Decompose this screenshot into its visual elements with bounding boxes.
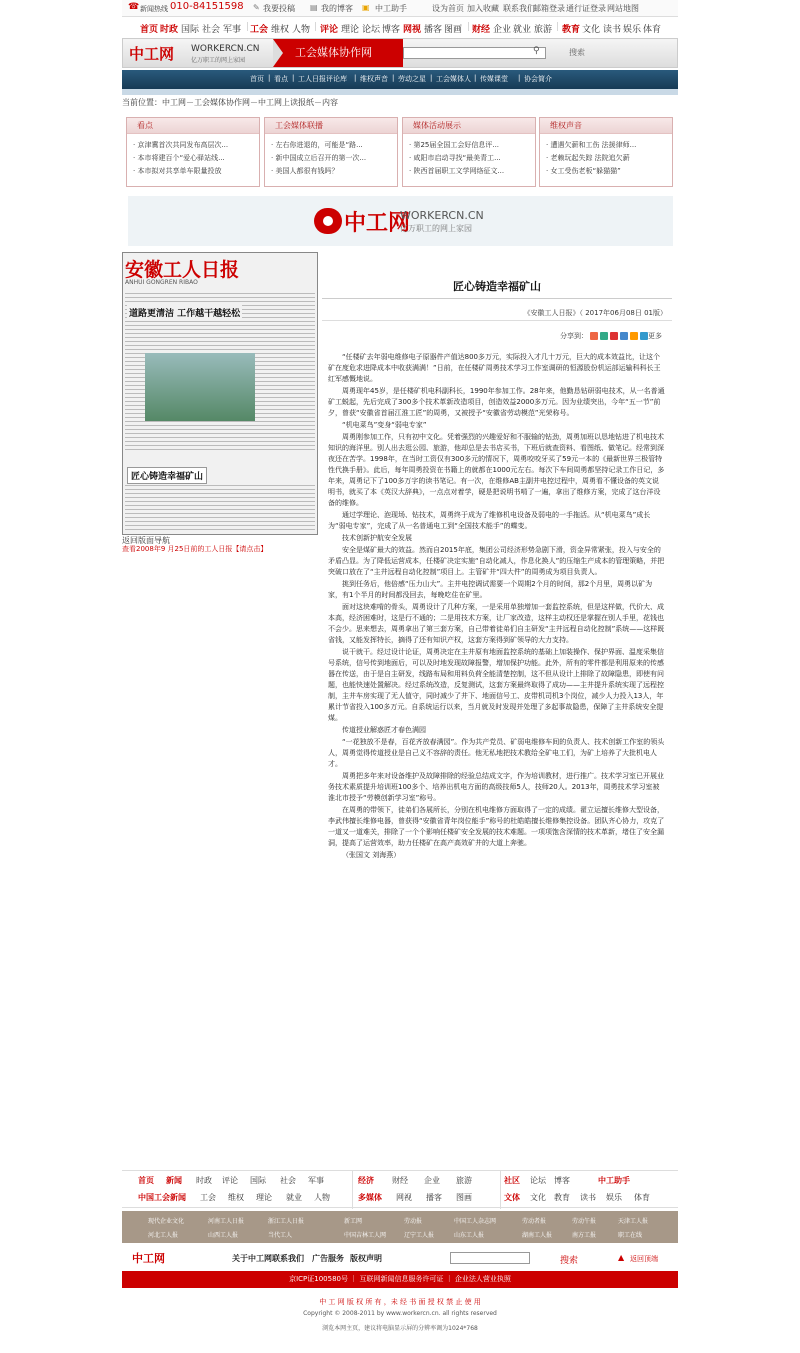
section-nav [122, 70, 678, 89]
contribute-link[interactable]: 我要投稿 [263, 4, 295, 13]
search-input[interactable] [403, 47, 546, 59]
newspaper-pinyin: ANHUI GONGREN RIBAO [125, 279, 198, 286]
banner-logo-icon [314, 208, 342, 234]
hotline-label: 新闻热线 [140, 5, 168, 13]
footer-search-input[interactable] [450, 1252, 530, 1264]
channel-link[interactable]: 娱乐 [623, 25, 642, 35]
footer-nav-link[interactable]: 播客 [426, 1193, 442, 1202]
footer-nav-link[interactable]: 经济 [358, 1176, 374, 1185]
share-service-icon[interactable] [640, 332, 648, 340]
hotline-number: 010-84151598 [170, 1, 244, 12]
channel-link[interactable]: 社会 [202, 25, 221, 35]
article-paragraph: 周勇现年45岁，是任楼矿机电科副科长，1990年参加工作。28年来，他勤恳钻研弱电技术，从一名普通矿工蜕起，先后完成了300多个技术革新改造项目，创造效益2000多万元。因为业绩突出，今年“五一节”前夕，曾获“安徽省首届江淮工匠”的周勇，又被授予“安徽省劳动模范”光荣称号。 [328, 387, 665, 417]
channel-link[interactable]: 博客 [382, 25, 401, 35]
footer-nav-link[interactable]: 企业 [424, 1176, 440, 1185]
feature-box-title: 工会媒体联播 [265, 118, 397, 134]
blog-icon: ▤ [310, 3, 318, 12]
article-paragraph: 安全是煤矿最大的效益。然而自2015年底，集团公司经济形势急剧下滑，资金异常紧张，投入与安全的矛盾凸显。为了降低运营成本，任楼矿决定实施“自动化减人，作息化换人”的压缩生产成本的管理策略，并把突破口放在了“主井远程自动化控制”项目上。主管矿井“四大件”的周勇成为项目负责人。 [328, 546, 665, 576]
list-item[interactable]: · 美国人都很有钱吗？ [271, 165, 397, 178]
channel-link[interactable]: 人物 [292, 25, 311, 35]
footer-nav-separator [352, 1171, 353, 1209]
channel-link[interactable]: 首页 [140, 25, 159, 35]
article-paragraph: 挑到任务后，他倍感“压力山大”。主井电控调试需要一个周期2个月的时间，那2个月里，周勇以矿为家，有1个半月的时间都没回去，每晚吃住在矿里。 [328, 580, 653, 599]
share-more-button[interactable]: 更多 [648, 332, 662, 340]
footer-nav-link[interactable]: 中国工会新闻 [138, 1193, 186, 1202]
footer-license-strip: 京ICP证100580号 ｜ 互联网新闻信息服务许可证 ｜ 企业法人营业执照 [122, 1271, 678, 1288]
logo-domain: WORKERCN.CN [191, 44, 260, 54]
section-nav-separator: | [268, 74, 271, 82]
search-button[interactable]: 搜索 [569, 48, 585, 57]
favorite-link[interactable]: 加入收藏 [467, 4, 499, 13]
newspaper-headline[interactable]: 道路更清洁 工作越干越轻松 [127, 305, 242, 320]
footer-bar [122, 1247, 678, 1270]
partner-link[interactable]: 当代工人 [268, 1232, 293, 1239]
newspaper-page-image[interactable] [122, 252, 318, 535]
channel-separator: | [467, 22, 471, 32]
article-paragraph: 周勇把多年来对设备维护及故障排除的经验总结成文字，作为培训教材，进行推广。技术学习室已开展业务技术素质提升培训班100多个、培养出机电方面的高级技师5人，技师20人。2013年，周勇技术学习室被淮北市授予“劳模创新学习室”称号。 [328, 772, 664, 802]
article-paragraph: 周勇刚参加工作，只有初中文化。凭着强烈的兴趣爱好和不服输的钻劲，周勇加班以恳地钻进了机电技术知识的海洋里。别人出去逛公园、旅游，他却总是去书店买书，下班后就查资料、看图纸、做笔记。经常到深夜还在苦学。1998年，在当时工资仅有300多元的情况下，周勇咬咬牙买了59元一本的《最新世界三极管特性代换手册》。此后，每年周勇投资在书籍上的就都在1000元左右。每次下车间周勇都坚持记录工作日记，多年来，周勇记下了100多万字的读书笔记。有一次，在维修AB主副井电控过程中，周勇看不懂设备的英文说明书，就买了本《英汉大辞典》，一点点对着学，硬是把说明书啃了一遍，拿出了维修方案，完成了这台洋设备的维修。 [328, 433, 665, 507]
channel-nav [122, 19, 678, 37]
history-link[interactable]: 查看2008年9 月25日前的工人日报【请点击】 [122, 545, 268, 553]
newspaper-columns-bottom [125, 485, 315, 533]
list-item[interactable]: · 新中国成立后召开的第一次... [271, 152, 397, 165]
channel-link[interactable]: 播客 [424, 25, 443, 35]
feature-box [126, 117, 260, 187]
article-paragraph: （张国文 刘海燕） [342, 851, 401, 859]
feature-box [264, 117, 398, 187]
channel-link[interactable]: 体育 [643, 25, 662, 35]
list-item[interactable]: · 老赖玩起失踪 法院追欠薪 [546, 152, 672, 165]
sitemap-link[interactable]: 网站地图 [607, 4, 639, 13]
banner-domain: WORKERCN.CN [400, 209, 484, 222]
section-nav-item[interactable]: 协会简介 [524, 75, 552, 83]
breadcrumb: 当前位置：中工网－工会媒体协作网－中工网上读报纸－内容 [122, 98, 338, 107]
channel-link[interactable]: 军事 [223, 25, 242, 35]
footer-nav-link[interactable]: 评论 [222, 1176, 238, 1185]
section-nav-separator: | [292, 74, 295, 82]
share-label: 分享到： [560, 332, 588, 340]
channel-link[interactable]: 文化 [582, 25, 601, 35]
footer-nav-link[interactable]: 首页 [138, 1176, 154, 1185]
footer-search-button[interactable]: 搜索 [560, 1256, 579, 1266]
article-source: 《安徽工人日报》（ 2017年06月08日 01版） [523, 309, 667, 317]
footer-nav-link[interactable]: 体育 [634, 1193, 650, 1202]
footer-nav-link[interactable]: 博客 [554, 1176, 570, 1185]
list-item[interactable]: · 左右你进退的，可能是“路... [271, 139, 397, 152]
footer-info-link[interactable]: 广告服务 [312, 1254, 344, 1263]
article-paragraph: 说干就干。经过设计论证，周勇决定在主井原有地面监控系统的基础上加装操作、保护界面、温度采集信号系统，信号传到地面后，可以及时地发现故障报警，增加保护功能。此外，所有的零件都是利用原来的传感器在传送，由于是自主研发，线路布局和用料负荷全能清楚控制，这不但从设计上排除了故障隐患，即使有问题，也能快速处置解决。经过系统改造，反复测试，这套方案最终取得了成功——主井提升系统实现了远程控制，主井车房实现了无人值守，同时减少了井下、地面信号工、皮带机司机3个岗位，减少人力投入13人，年累计节省投入100多万元。自系统运行以来，当月就及时发现并处理了多起事故隐患，保障了主井系统安全提煤。 [328, 648, 664, 722]
mail-login-link[interactable]: 邮箱登录 [533, 4, 565, 13]
partner-link[interactable]: 劳动者报 [522, 1218, 547, 1225]
footer-nav-link[interactable]: 维权 [228, 1193, 244, 1202]
search-icon[interactable]: ⚲ [533, 46, 540, 56]
partner-link[interactable]: 河北工人报 [148, 1232, 179, 1239]
partner-link[interactable]: 山东工人报 [454, 1232, 485, 1239]
channel-separator: | [556, 22, 560, 32]
feature-box-list [265, 134, 397, 178]
newspaper-masthead: 安徽工人日报 [125, 259, 240, 281]
feature-box-list [403, 134, 535, 178]
channel-link[interactable]: 维权 [271, 25, 290, 35]
partner-link[interactable]: 劳动报 [404, 1218, 423, 1225]
share-service-icon[interactable] [630, 332, 638, 340]
partner-link[interactable]: 山西工人报 [208, 1232, 239, 1239]
partner-link[interactable]: 职工在线 [618, 1232, 643, 1239]
feature-box-title: 维权声音 [540, 118, 672, 134]
partner-link[interactable]: 天津工人报 [618, 1218, 649, 1225]
article-paragraph: 通过学理论、泡现场、钻技术，周勇终于成为了维修机电设备及弱电的一手拖活。从“机电菜鸟”成长为“弱电专家”，完成了从一名普通电工到“全国技术能手”的蝶变。 [328, 511, 651, 530]
title-divider [322, 298, 672, 299]
footer-nav-link[interactable]: 财经 [392, 1176, 408, 1185]
article-title: 匠心铸造幸福矿山 [453, 280, 541, 293]
footer-nav-link[interactable]: 新闻 [166, 1176, 182, 1185]
footer-nav-link[interactable]: 就业 [286, 1193, 302, 1202]
share-bar [560, 331, 662, 341]
assistant-link[interactable]: 中工助手 [375, 4, 407, 13]
feature-box-list [540, 134, 672, 178]
partner-link[interactable]: 现代企业文化 [148, 1218, 185, 1225]
section-nav-item[interactable]: 维权声音 [360, 75, 388, 83]
feature-box [539, 117, 673, 187]
share-service-icon[interactable] [590, 332, 598, 340]
banner-slogan: 亿万职工的网上家园 [400, 224, 472, 233]
section-nav-separator: | [354, 74, 357, 82]
feature-box-list [127, 134, 259, 178]
channel-link[interactable]: 图画 [444, 25, 463, 35]
article-paragraph: 在周勇的带领下，徒弟们各展所长，分别在机电维修方面取得了一定的成绩。翟立运擅长维修大型设备，李武伟擅长维修电器，曾获得“安徽省青年岗位能手”称号的杜皓皓擅长维修集控设备。团队齐心协力，攻克了一道又一道难关，排除了一个个影响任楼矿安全发展的技术难题。一项项饱含深情的技术革新，堵住了安全漏洞，提高了运营效率，助力任楼矿在高产高效矿井的大道上奔驰。 [328, 806, 665, 847]
set-home-link[interactable]: 设为首页 [432, 4, 464, 13]
assistant-icon: ▣ [362, 3, 370, 12]
footer-nav [122, 1170, 678, 1208]
list-item[interactable]: · 女工受伤老板“躲猫猫” [546, 165, 672, 178]
channel-link[interactable]: 理论 [341, 25, 360, 35]
footer-info-link[interactable]: 版权声明 [350, 1254, 382, 1263]
channel-link[interactable]: 论坛 [362, 25, 381, 35]
share-service-icon[interactable] [610, 332, 618, 340]
channel-link[interactable]: 时政 [160, 25, 179, 35]
feature-box-title: 看点 [127, 118, 259, 134]
footer-info-link[interactable]: 联系我们 [272, 1254, 304, 1263]
footer-nav-link[interactable]: 旅游 [456, 1176, 472, 1185]
footer-nav-link[interactable]: 论坛 [530, 1176, 546, 1185]
partner-link[interactable]: 湖南工人报 [522, 1232, 553, 1239]
site-logo[interactable] [127, 42, 277, 66]
channel-link[interactable]: 就业 [513, 25, 532, 35]
channel-link[interactable]: 财经 [472, 25, 491, 35]
partner-link[interactable]: 新工网 [344, 1218, 363, 1225]
channel-link[interactable]: 企业 [493, 25, 512, 35]
list-item[interactable]: · 第25届全国工会好信息评... [409, 139, 535, 152]
partner-link[interactable]: 辽宁工人报 [404, 1232, 435, 1239]
logo-text: 中工网 [129, 45, 175, 63]
section-nav-item[interactable]: 传媒课堂 [480, 75, 508, 83]
section-nav-item[interactable]: 劳动之星 [398, 75, 426, 83]
footer-nav-link[interactable]: 文化 [530, 1193, 546, 1202]
partner-link[interactable]: 劳动午报 [572, 1218, 597, 1225]
article-paragraph: 技术创新护航安全发展 [342, 534, 412, 542]
site-header [122, 38, 678, 68]
banner-ad[interactable] [128, 196, 673, 246]
section-nav-separator: | [430, 74, 433, 82]
footer-nav-link[interactable]: 人物 [314, 1193, 330, 1202]
channel-separator: | [246, 22, 250, 32]
footer-nav-link[interactable]: 文体 [504, 1193, 520, 1202]
footer-info-link[interactable]: 关于中工网 [232, 1254, 272, 1263]
footer-nav-link[interactable]: 国际 [250, 1176, 266, 1185]
partner-link[interactable]: 中国吉林工人网 [344, 1232, 387, 1239]
channel-separator: | [314, 22, 318, 32]
section-nav-separator: | [474, 74, 477, 82]
channel-link[interactable]: 评论 [320, 25, 339, 35]
footer-nav-link[interactable]: 教育 [554, 1193, 570, 1202]
channel-link[interactable]: 读书 [603, 25, 622, 35]
list-item[interactable]: · 本市将建百个“爱心驿站线... [133, 152, 259, 165]
passport-link[interactable]: 通行证登录 [566, 4, 606, 13]
footer-nav-link[interactable]: 工会 [200, 1193, 216, 1202]
section-nav-separator: | [392, 74, 395, 82]
section-nav-item[interactable]: 看点 [274, 75, 288, 83]
footer-resolution-tip: 浏览本网主页，建议将电脑显示屏的分辨率调为1024*768 [322, 1325, 478, 1332]
feature-box [402, 117, 536, 187]
section-nav-separator: | [518, 74, 521, 82]
blog-link[interactable]: 我的博客 [321, 4, 353, 13]
footer-nav-link[interactable]: 图画 [456, 1193, 472, 1202]
partner-link[interactable]: 南方工报 [572, 1232, 597, 1239]
article-paragraph: “机电菜鸟”变身“弱电专家” [342, 421, 427, 429]
footer-nav-link[interactable]: 社区 [504, 1176, 520, 1185]
article-paragraph: “任楼矿去年弱电维修电子原器件产值达800多万元，实际投入才几十万元，巨大的成本效益比，让这个矿在度危求进降成本中收获满满！”日前，在任楼矿周勇技术学习工作室调研的恒源股份机运部运输科科长王红军感慨地说。 [328, 353, 661, 383]
logo-slogan: 亿万职工的网上家园 [191, 57, 246, 64]
channel-link[interactable]: 国际 [181, 25, 200, 35]
section-nav-item[interactable]: 工会媒体人 [436, 75, 471, 83]
partner-link[interactable]: 中国工人杂志网 [454, 1218, 497, 1225]
top-bar [122, 0, 678, 17]
channel-link[interactable]: 旅游 [534, 25, 553, 35]
footer-nav-link[interactable]: 社会 [280, 1176, 296, 1185]
footer-nav-separator [500, 1171, 501, 1209]
contact-link[interactable]: 联系我们 [503, 4, 535, 13]
newspaper-photo [145, 353, 255, 421]
partner-link[interactable]: 河南工人日报 [208, 1218, 245, 1225]
article-body [328, 352, 665, 862]
share-service-icon[interactable] [620, 332, 628, 340]
partner-link[interactable]: 浙江工人日报 [268, 1218, 305, 1225]
list-item[interactable]: · 本市拟对共享单车限量投放 [133, 165, 259, 178]
site-title: 工会媒体协作网 [273, 39, 403, 67]
channel-link[interactable]: 教育 [562, 25, 581, 35]
footer-nav-link[interactable]: 中工助手 [598, 1176, 630, 1185]
footer-copyright: Copyright © 2008-2011 by www.workercn.cn. all rights reserved [303, 1310, 497, 1317]
feature-box-title: 媒体活动展示 [403, 118, 535, 134]
footer-nav-link[interactable]: 多媒体 [358, 1193, 382, 1202]
share-service-icon[interactable] [600, 332, 608, 340]
footer-nav-link[interactable]: 网视 [396, 1193, 412, 1202]
newspaper-article-headline[interactable]: 匠心铸造幸福矿山 [127, 467, 207, 484]
channel-link[interactable]: 网视 [403, 25, 422, 35]
section-nav-item[interactable]: 工人日报评论库 [298, 75, 347, 83]
list-item[interactable]: · 京津冀首次共同发布高层次... [133, 139, 259, 152]
list-item[interactable]: · 咸阳市启动寻找“最美青工... [409, 152, 535, 165]
list-item[interactable]: · 陕西首届职工文学网络征文... [409, 165, 535, 178]
footer-nav-link[interactable]: 读书 [580, 1193, 596, 1202]
banner-logo-text: 中工网 [344, 210, 411, 236]
nav-divider [122, 89, 678, 95]
list-item[interactable]: · 遭遇欠薪和工伤 法援律师... [546, 139, 672, 152]
footer-nav-link[interactable]: 娱乐 [606, 1193, 622, 1202]
article-paragraph: 传道授业解惑匠才春色满园 [342, 726, 426, 734]
footer-nav-link[interactable]: 理论 [256, 1193, 272, 1202]
back-to-top-icon[interactable]: ▲ [618, 1253, 625, 1262]
article-paragraph: 面对这块难啃的骨头，周勇设计了几种方案，一是采用单独增加一套监控系统，但是这样做，代价大、成本高，经济困难时，这是行不通的；二是用技术方案，让厂家改造，这样主动权还是掌握在别人手里，花钱也不会少。思来想去，周勇拿出了第三套方案，自己带着徒弟们自主研发“主井远程自动化控制”系统——这样既省钱，又能发挥特长，摘得了还有知识产权，这套方案得到矿领导的大力支持。 [328, 603, 665, 644]
footer-nav-link[interactable]: 时政 [196, 1176, 212, 1185]
source-divider [322, 320, 672, 321]
footer-logo[interactable]: 中工网 [132, 1252, 165, 1265]
footer-partner-links [122, 1211, 678, 1243]
section-nav-item[interactable]: 首页 [250, 75, 264, 83]
back-to-layout-link[interactable]: 返回版面导航 [122, 536, 170, 545]
article-paragraph: “一花独放不是春，百花齐放春满园”。作为共产党员、矿弱电维修车间的负责人、技术创新工作室的领头人，周勇觉得传道授业是自己义不容辞的责任。他无私地把技术教给全矿电工们，为矿上培养了大批机电人才。 [328, 738, 665, 768]
back-to-top-link[interactable]: 返回顶端 [630, 1255, 658, 1263]
phone-icon: ☎ [128, 2, 140, 12]
footer-copyright-notice: 中 工 网 版 权 所 有 ，未 经 书 面 授 权 禁 止 使 用 [319, 1298, 481, 1306]
pen-icon: ✎ [253, 3, 260, 12]
footer-nav-link[interactable]: 军事 [308, 1176, 324, 1185]
channel-link[interactable]: 工会 [250, 25, 269, 35]
